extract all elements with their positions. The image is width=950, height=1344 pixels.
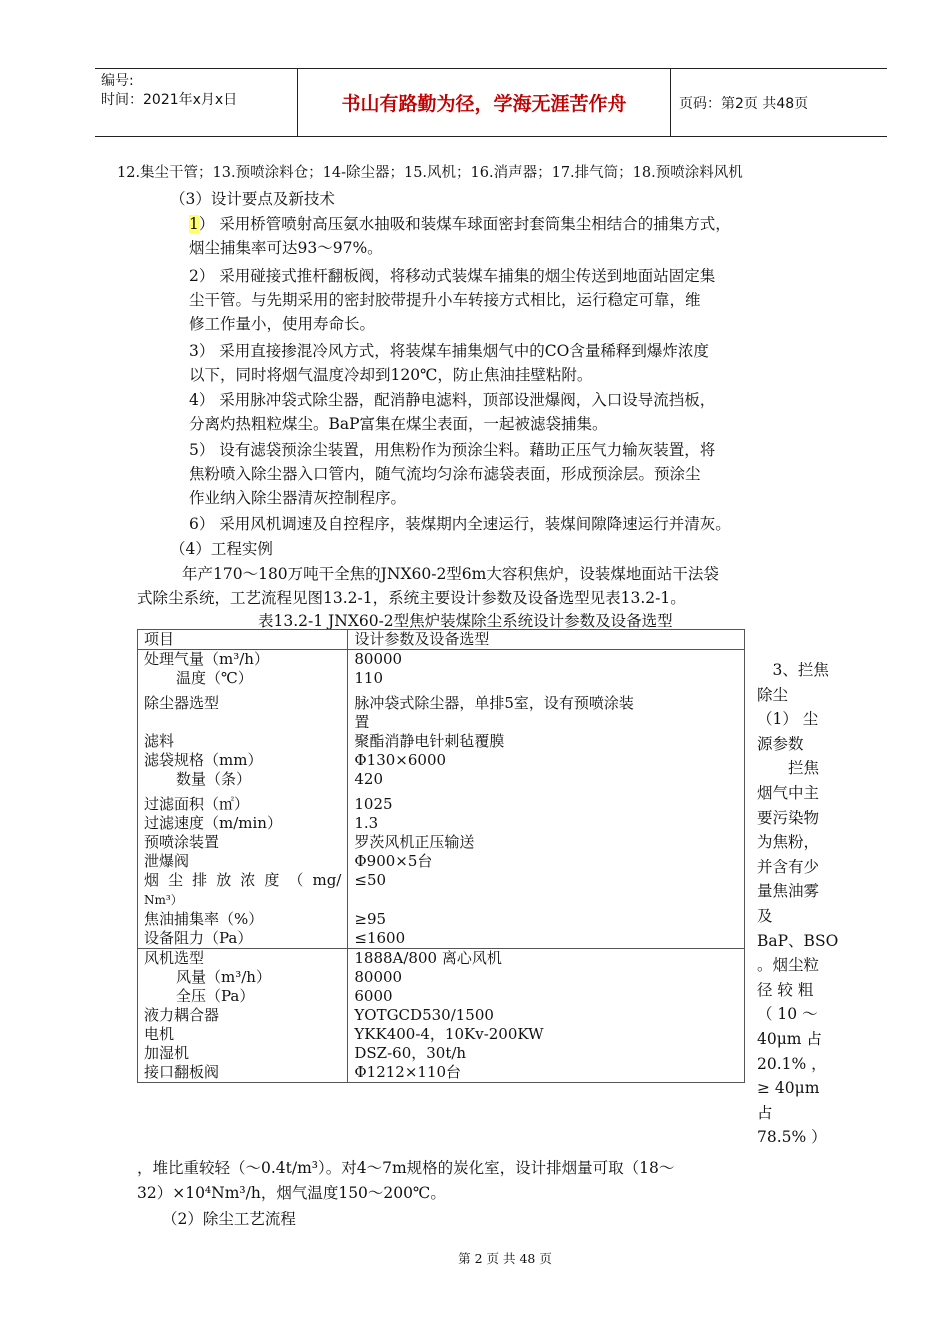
paragraph-5-line-2: 焦粉喷入除尘器入口管内，随气流均匀涂布滤袋表面，形成预涂层。预涂尘 [189,465,701,483]
table-cell: 6000 [348,987,745,1006]
side-line: 3、拦焦 [757,661,829,679]
cell-line: Nm³） [144,893,183,907]
table-cell: 预喷涂装置 [138,833,348,852]
side-line: 。烟尘粒 [757,956,820,975]
table-row [138,770,745,789]
table-cell: 1025 [348,789,745,814]
side-line: 78.5% ） [757,1128,827,1147]
table-row [138,650,745,670]
paragraph-2-line-1: 2） 采用碰接式推杆翻板阀，将移动式装煤车捕集的烟尘传送到地面站固定集 [189,267,716,285]
side-line: 并含有少 [757,857,820,876]
table-row [138,833,745,852]
side-line: ≥ 40μm [757,1079,820,1098]
table-cell: 泄爆阀 [138,852,348,871]
table-cell: 1.3 [348,814,745,833]
paragraph-2-line-2: 尘干管。与先期采用的密封胶带提升小车转接方式相比，运行稳定可靠，维 [189,291,701,309]
cell-line: 置 [354,713,370,731]
cell-line: 烟尘排放浓度（mg/ [144,871,342,889]
table-row [138,732,745,751]
table-cell: 加湿机 [138,1044,348,1063]
paragraph-5-line-1: 5） 设有滤袋预涂尘装置，用焦粉作为预涂尘料。藉助正压气力输灰装置，将 [189,441,716,459]
side-line: （ 10 ～ [757,1005,818,1024]
side-line: 径 较 粗 [757,980,814,999]
side-line: 源参数 [757,734,804,753]
side-line: 量焦油雾 [757,882,820,901]
table-cell: 过滤面积（㎡） [138,789,348,814]
paragraph-1-line-1 [189,214,731,234]
table-row [138,987,745,1006]
table-cell: 全压（Pa） [138,987,348,1006]
table-row [138,871,745,910]
paragraph-4-line-1: 4） 采用脉冲袋式除尘器，配消静电滤料，顶部设泄爆阀，入口设导流挡板， [189,391,716,409]
table-row [138,814,745,833]
table-cell: 聚酯消静电针刺毡覆膜 [348,732,745,751]
table-cell: 风机选型 [138,949,348,969]
table-cell: 处理气量（m³/h） [138,650,348,670]
side-line: BaP、BSO [757,931,839,950]
table-cell: 滤袋规格（mm） [138,751,348,770]
table-cell: Φ900×5台 [348,852,745,871]
number-label: 编号: [101,73,134,89]
example-line-2: 式除尘系统，工艺流程见图13.2-1，系统主要设计参数及设备选型见表13.2-1。 [137,589,686,607]
table-cell: 电机 [138,1025,348,1044]
side-column-text [757,658,839,1150]
table-cell: 80000 [348,968,745,987]
table-row [138,751,745,770]
header-meta [95,69,298,136]
continuation-line-2: 32）×10⁴Nm³/h，烟气温度150～200℃。 [137,1184,446,1202]
table-row [138,688,745,732]
table-cell [348,688,745,732]
example-line-1: 年产170～180万吨干全焦的JNX60-2型6m大容积焦炉，设装煤地面站干法袋 [182,565,719,583]
side-line: 占 [757,1103,773,1122]
table-cell: 过滤速度（m/min） [138,814,348,833]
paragraph-4-line-2: 分离灼热粗粒煤尘。BaP富集在煤尘表面，一起被滤袋捕集。 [189,415,608,433]
paragraph-1-line-2: 烟尘捕集率可达93～97%。 [189,239,383,257]
paragraph-2-line-3: 修工作量小，使用寿命长。 [189,315,376,333]
side-line: 20.1% ， [757,1054,827,1073]
table-cell: 项目 [138,630,348,650]
paragraph-5-line-3: 作业纳入除尘器清灰控制程序。 [189,489,407,507]
table-cell: 接口翻板阀 [138,1063,348,1083]
side-line: 除尘 [757,685,789,704]
table-row [138,669,745,688]
table-row [138,1063,745,1083]
table-cell: 110 [348,669,745,688]
highlighted-number: 1 [189,215,199,233]
side-line: 拦焦 [757,759,820,778]
header-motto: 书山有路勤为径，学海无涯苦作舟 [298,69,671,136]
page-footer: 第 2 页 共 48 页 [458,1251,552,1266]
table-row [138,1044,745,1063]
table-row [138,1025,745,1044]
table-cell: ≤50 [348,871,745,910]
side-line: 要污染物 [757,808,820,827]
table-cell: 设计参数及设备选型 [348,630,745,650]
parameter-table [137,629,745,1083]
table-row [138,968,745,987]
side-line: 为焦粉， [757,833,820,852]
table-row [138,789,745,814]
figure-legend-line: 12.集尘干管；13.预喷涂料仓；14-除尘器；15.风机；16.消声器；17.排气筒；18.预喷涂料风机 [117,165,743,181]
table-cell: 设备阻力（Pa） [138,929,348,949]
table-cell: Φ130×6000 [348,751,745,770]
table-cell: Φ1212×110台 [348,1063,745,1083]
table-cell: 焦油捕集率（%） [138,910,348,929]
section-heading-4: （4）工程实例 [170,540,273,558]
paragraph-3-line-1: 3） 采用直接掺混冷风方式，将装煤车捕集烟气中的CO含量稀释到爆炸浓度 [189,342,709,360]
section-heading-3: （3）设计要点及新技术 [170,190,335,208]
paragraph-1-text: ） 采用桥管喷射高压氨水抽吸和装煤车球面密封套筒集尘相结合的捕集方式， [198,215,731,233]
cell-line: 脉冲袋式除尘器，单排5室，设有预喷涂装 [354,694,634,712]
table-title: 表13.2-1 JNX60-2型焦炉装煤除尘系统设计参数及设备选型 [258,612,673,630]
section-heading-2: （2）除尘工艺流程 [162,1210,296,1228]
table-row [138,1006,745,1025]
table-cell: 罗茨风机正压输送 [348,833,745,852]
table-row [138,929,745,949]
table-cell: YKK400-4，10Kv-200KW [348,1025,745,1044]
table-cell [138,871,348,910]
paragraph-3-line-2: 以下，同时将烟气温度冷却到120℃，防止焦油挂壁粘附。 [189,366,593,384]
side-line: 烟气中主 [757,783,820,802]
table-cell: 除尘器选型 [138,688,348,732]
table-row [138,949,745,969]
header-page-label: 页码：第2页 共48页 [679,95,809,112]
table-cell: 1888A/800 离心风机 [348,949,745,969]
table-cell: 80000 [348,650,745,670]
side-line: 40μm 占 [757,1029,822,1048]
page-header [95,68,887,137]
time-label: 时间：2021年x月x日 [101,92,238,108]
table-header-row [138,630,745,650]
continuation-line-1: ，堆比重较轻（～0.4t/m³）。对4～7m规格的炭化室，设计排烟量可取（18～ [137,1159,675,1177]
table-cell: YOTGCD530/1500 [348,1006,745,1025]
table-cell: ≥95 [348,910,745,929]
table-row [138,852,745,871]
table-cell: 数量（条） [138,770,348,789]
side-line: 及 [757,906,773,925]
table-cell: 滤料 [138,732,348,751]
table-cell: 温度（℃） [138,669,348,688]
paragraph-6: 6） 采用风机调速及自控程序，装煤期内全速运行，装煤间隙降速运行并清灰。 [189,515,731,533]
table-cell: ≤1600 [348,929,745,949]
table-cell: 420 [348,770,745,789]
side-line: （1） 尘 [757,710,819,729]
table-cell: 风量（m³/h） [138,968,348,987]
table-cell: 液力耦合器 [138,1006,348,1025]
table-cell: DSZ-60，30t/h [348,1044,745,1063]
table-row [138,910,745,929]
